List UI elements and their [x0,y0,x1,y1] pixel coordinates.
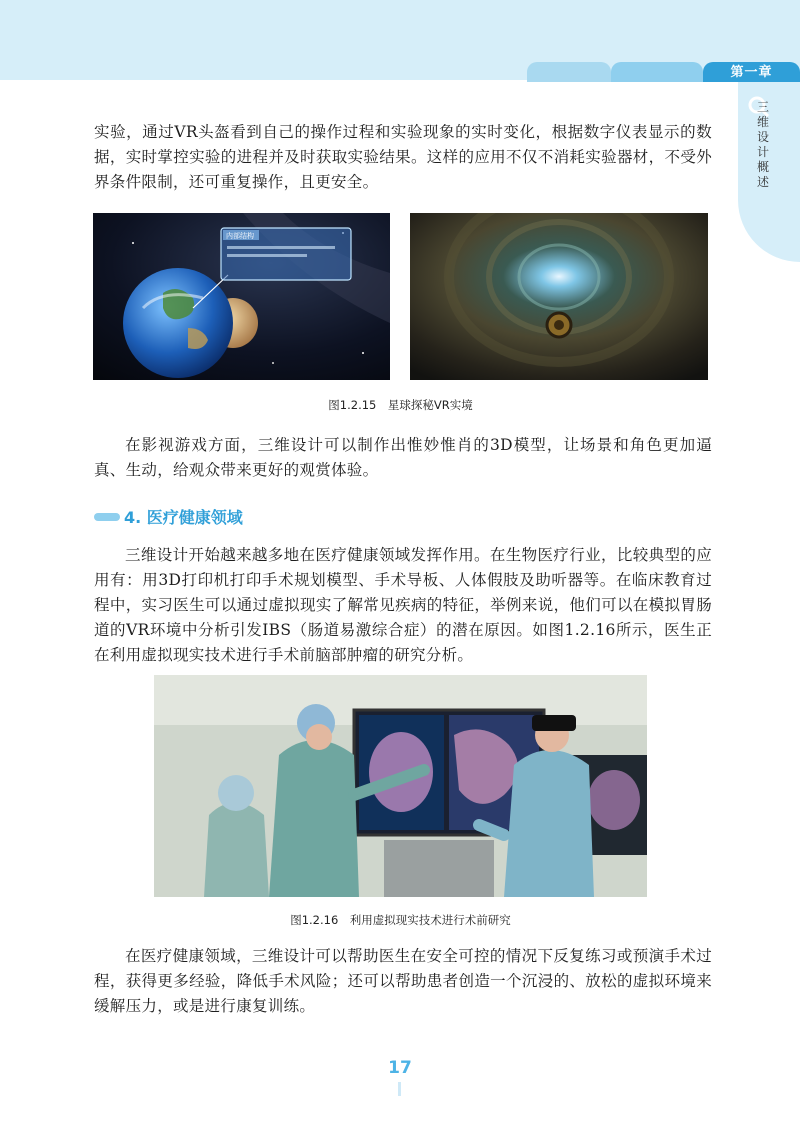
paragraph-2: 在影视游戏方面，三维设计可以制作出惟妙惟肖的3D模型，让场景和角色更加逼真、生动，给观众带来更好的观赏体验。 [94,436,712,479]
section-marker [94,513,120,521]
paragraph-3: 三维设计开始越来越多地在医疗健康领域发挥作用。在生物医疗行业，比较典型的应用有：用3D打印机打印手术规划模型、手术导板、人体假肢及助听器等。在临床教育过程中，实习医生可以通过虚拟现实了解常见疾病的特征，举例来说，他们可以在模拟胃肠道的VR环境中分析引发IBS（肠道易激综合症）的潜在原因。如图1.2.16所示，医生正在利用虚拟现实技术进行手术前脑部肿瘤的研究分析。 [94,546,712,664]
paragraph-1: 实验，通过VR头盔看到自己的操作过程和实验现象的实时变化，根据数字仪表显示的数据，实时掌控实验的进程并及时获取实验结果。这样的应用不仅不消耗实验器材，不受外界条件限制，还可重复操作，且更安全。 [94,123,712,191]
tunnel-vr-image [410,213,708,380]
planet-exploration-image [93,213,390,380]
section-heading [94,505,243,528]
figure-1-caption: 图1.2.15 星球探秘VR实境 [328,398,473,412]
paragraph-4: 在医疗健康领域，三维设计可以帮助医生在安全可控的情况下反复练习或预演手术过程，获得更多经验，降低手术风险；还可以帮助患者创造一个沉浸的、放松的虚拟环境来缓解压力，或是进行康复训练。 [94,947,712,1015]
surgeons-vr-image [154,675,647,897]
chapter-tab-decor-2 [611,62,703,82]
chapter-tab-decor-1 [527,62,611,82]
side-chapter-label: 三维设计概述 [756,100,769,189]
figure-2-caption: 图1.2.16 利用虚拟现实技术进行术前研究 [290,913,511,927]
page-number: 17 [388,1058,412,1078]
chapter-tab: 第一章 [703,62,800,82]
section-title: 4. 医疗健康领域 [124,508,243,527]
page-number-bar [398,1082,401,1096]
panel-title: 内部结构 [226,233,254,240]
